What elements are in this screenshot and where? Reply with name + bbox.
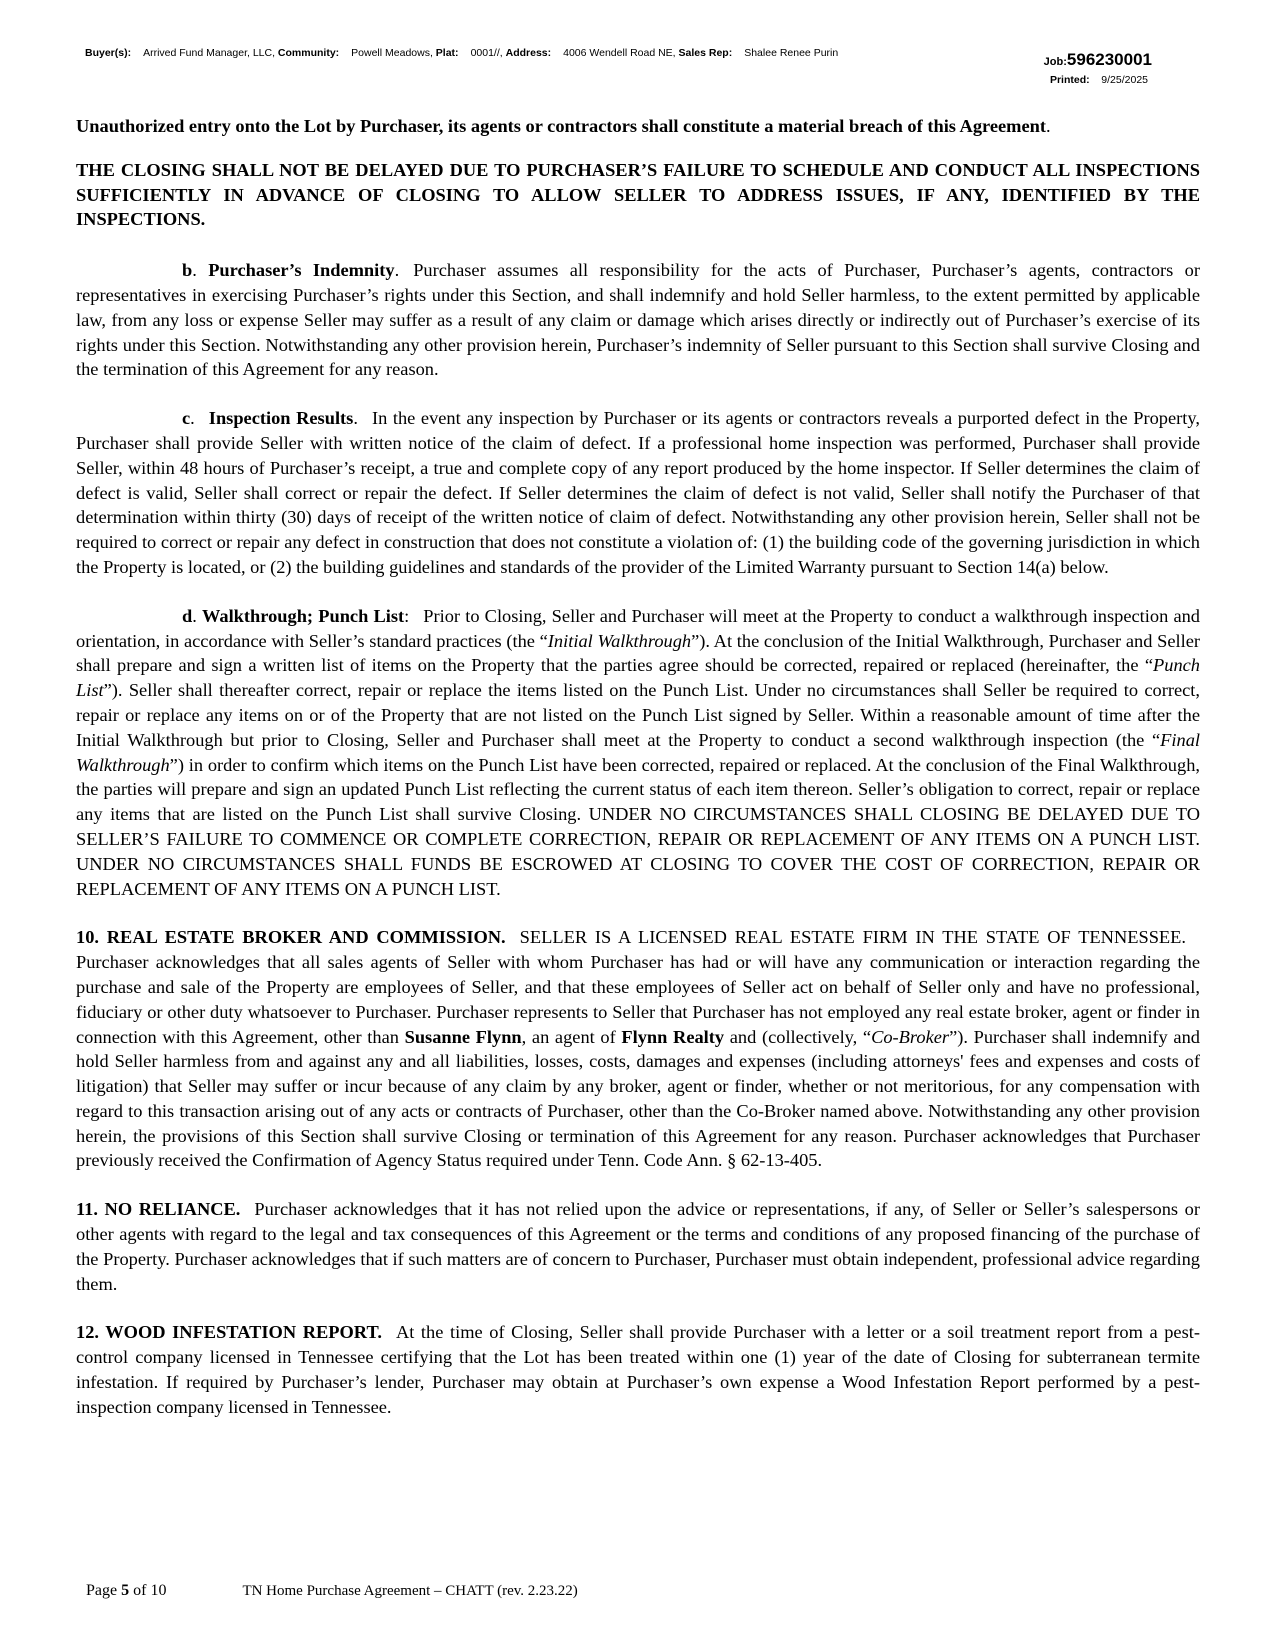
unauthorized-entry-period: . — [1046, 116, 1051, 136]
page-total: 10 — [150, 1582, 167, 1599]
section-c-letter: c — [182, 408, 191, 429]
buyer-label: Buyer(s): — [85, 47, 132, 59]
sales-rep-label: Sales Rep: — [678, 47, 733, 59]
section-10-broker-paragraph — [76, 925, 1200, 1173]
section-10-text-2: , an agent of — [521, 1026, 616, 1047]
purchaser-indemnity-paragraph — [76, 258, 1200, 382]
printed-label: Printed: — [1049, 74, 1090, 86]
section-d-text-1: Prior to Closing, Seller and Purchaser will meet at the Property to conduct a walkthrough inspection and orientation, in accordance with Seller’s standard practices (the “ — [76, 605, 1200, 651]
section-11-text: Purchaser acknowledges that it has not relied upon the advice or representations, if any, of Seller or Seller’s salespersons or other agents with regard to the legal and tax consequences of this Agreement or the terms and conditions of any proposed financing of the purchase of the Property. Purchaser acknowledges that if such matters are of concern to Purchaser, Purchaser must obtain independent, professional advice regarding them. — [76, 1199, 1200, 1294]
section-b-title: Purchaser’s Indemnity — [208, 260, 395, 281]
document-name: TN Home Purchase Agreement – CHATT (rev. 2.23.22) — [242, 1583, 578, 1599]
section-12-heading: 12. WOOD INFESTATION REPORT. — [76, 1322, 382, 1343]
section-d-title: Walkthrough; Punch List — [202, 605, 405, 626]
section-b-title-period: . — [394, 260, 400, 281]
unauthorized-entry-text: Unauthorized entry onto the Lot by Purchaser, its agents or contractors shall constitute a material breach of this Agreement — [76, 116, 1047, 136]
section-b-dot: . — [192, 260, 209, 281]
job-number-block — [1044, 50, 1152, 70]
section-c-title: Inspection Results — [208, 408, 354, 429]
section-10-text-1: Purchaser acknowledges that all sales agents of Seller with whom Purchaser has had or will have any communication or interaction regarding the purchase and sale of the Property are employees of Seller, and that these employees of Seller act on behalf of Seller only and have no professional, fiduciary or other duty whatsoever to Purchaser. Purchaser represents to Seller that Purchaser has not employed any real estate broker, agent or finder in connection with this Agreement, other than — [76, 952, 1200, 1047]
section-10-text-4: ”). Purchaser shall indemnify and hold Seller harmless from and against any and all liabilities, losses, costs, damages and expenses (including attorneys' fees and expenses and costs of litigation) that Seller may suffer or incur because of any claim by any broker, agent or finder, whether or not meritorious, for any compensation with regard to this transaction arising out of any acts or contracts of Purchaser, other than the Co-Broker named above. Notwithstanding any other provision herein, the provisions of this Section shall survive Closing or termination of this Agreement for any reason. Purchaser acknowledges that Purchaser previously received the Confirmation of Agency Status required under Tenn. Code Ann. § 62-13-405. — [76, 1026, 1200, 1171]
inspection-results-paragraph — [76, 406, 1200, 580]
section-10-heading: 10. REAL ESTATE BROKER AND COMMISSION. — [76, 927, 506, 948]
section-c-text: In the event any inspection by Purchaser or its agents or contractors reveals a purported defect in the Property, Purchaser shall provide Seller with written notice of the claim of defect. If a professional home inspection was performed, Purchaser shall provide Seller, within 48 hours of Purchaser’s receipt, a true and complete copy of any report produced by the home inspector. If Seller determines the claim of defect is valid, Seller shall correct or repair the defect. If Seller determines the claim of defect is not valid, Seller shall notify the Purchaser of that determination within thirty (30) days of receipt of the written notice of claim of defect. Notwithstanding any other provision herein, Seller shall not be required to correct or repair any defect in construction that does not constitute a violation of: (1) the building code of the governing jurisdiction in which the Property is located, or (2) the building guidelines and standards of the provider of the Limited Warranty pursuant to Section 14(a) below. — [76, 408, 1200, 577]
community-label: Community: — [277, 47, 340, 59]
co-broker-firm-name: Flynn Realty — [621, 1026, 725, 1047]
section-b-text: Purchaser assumes all responsibility for the acts of Purchaser, Purchaser’s agents, contractors or representatives in exercising Purchaser’s rights under this Section, and shall indemnify and hold Seller harmless, to the extent permitted by applicable law, from any loss or expense Seller may suffer as a result of any claim or damage which arises directly or indirectly out of Purchaser’s exercise of its rights under this Section. Notwithstanding any other provision herein, Purchaser’s indemnity of Seller pursuant to this Section shall survive Closing and the termination of this Agreement for any reason. — [76, 260, 1200, 380]
page-word: Page — [86, 1582, 118, 1599]
section-c-dot: . — [190, 408, 195, 429]
walkthrough-punch-list-paragraph — [76, 604, 1200, 902]
printed-date: 9/25/2025 — [1101, 74, 1148, 86]
section-d-text-3: ”). Seller shall thereafter correct, repair or replace the items listed on the Punch List. Under no circumstances shall Seller be required to correct, repair or replace any items on or of the Property that are not listed on the Punch List signed by Seller. Within a reasonable amount of time after the Initial Walkthrough but prior to Closing, Seller and Purchaser shall meet at the Property to conduct a second walkthrough inspection (the “ — [76, 680, 1200, 750]
document-body — [76, 114, 1200, 1444]
plat-label: Plat: — [435, 47, 459, 59]
sales-rep-value: Shalee Renee Purin — [744, 47, 839, 59]
of-word: of — [133, 1582, 147, 1599]
job-number: 596230001 — [1066, 50, 1152, 69]
closing-not-delayed-paragraph: THE CLOSING SHALL NOT BE DELAYED DUE TO PURCHASER’S FAILURE TO SCHEDULE AND CONDUCT ALL INSPECTIONS SUFFICIENTLY IN ADVANCE OF CLOSING TO ALLOW SELLER TO ADDRESS ISSUES, IF ANY, IDENTIFIED BY THE INSPECTIONS. — [76, 159, 1200, 230]
community-value: Powell Meadows, — [351, 47, 433, 59]
section-10-caps: SELLER IS A LICENSED REAL ESTATE FIRM IN THE STATE OF TENNESSEE. — [519, 927, 1186, 948]
section-d-letter: d — [182, 605, 193, 626]
section-10-text-3: and (collectively, “ — [729, 1026, 872, 1047]
printed-date-block — [1050, 74, 1148, 86]
job-label: Job: — [1043, 56, 1067, 68]
punch-list-term: Punch List — [76, 655, 1200, 701]
buyer-value: Arrived Fund Manager, LLC, — [143, 47, 275, 59]
page-number: 5 — [121, 1582, 130, 1599]
unauthorized-entry-paragraph — [76, 114, 1200, 139]
section-d-text-4: ”) in order to confirm which items on the Punch List have been corrected, repaired or replaced. At the conclusion of the Final Walkthrough, the parties will prepare and sign an updated Punch List reflecting the current status of each item thereon. Seller’s obligation to correct, repair or replace any items that are listed on the Punch List shall survive Closing. UNDER NO CIRCUMSTANCES SHALL CLOSING BE DELAYED DUE TO SELLER’S FAILURE TO COMMENCE OR COMPLETE CORRECTION, REPAIR OR REPLACEMENT OF ANY ITEMS ON A PUNCH LIST. UNDER NO CIRCUMSTANCES SHALL FUNDS BE ESCROWED AT CLOSING TO COVER THE COST OF CORRECTION, REPAIR OR REPLACEMENT OF ANY ITEMS ON A PUNCH LIST. — [76, 754, 1200, 899]
plat-value: 0001//, — [470, 47, 503, 59]
initial-walkthrough-term: Initial Walkthrough — [547, 630, 692, 651]
address-label: Address: — [505, 47, 552, 59]
section-12-text: At the time of Closing, Seller shall provide Purchaser with a letter or a soil treatment report from a pest-control company licensed in Tennessee certifying that the Lot has been treated within one (1) year of the date of Closing for subterranean termite infestation. If required by Purchaser’s lender, Purchaser may obtain at Purchaser’s own expense a Wood Infestation Report performed by a pest-inspection company licensed in Tennessee. — [76, 1322, 1200, 1417]
section-11-no-reliance-paragraph — [76, 1197, 1200, 1296]
section-c-title-period: . — [353, 408, 358, 429]
section-12-wood-infestation-paragraph — [76, 1320, 1200, 1419]
section-d-title-colon: : — [404, 605, 410, 626]
section-d-text-2: ”). At the conclusion of the Initial Walkthrough, Purchaser and Seller shall prepare and sign a written list of items on the Property that the parties agree should be corrected, repaired or replaced (hereinafter, the “ — [76, 630, 1200, 676]
section-d-dot: . — [192, 605, 202, 626]
section-b-letter: b — [182, 260, 193, 281]
final-walkthrough-term: Final Walkthrough — [76, 729, 1200, 775]
co-broker-term: Co-Broker — [871, 1026, 950, 1047]
header-info-line — [85, 47, 838, 59]
page-footer — [86, 1582, 578, 1600]
section-11-heading: 11. NO RELIANCE. — [76, 1199, 241, 1220]
co-broker-agent-name: Susanne Flynn — [404, 1026, 522, 1047]
address-value: 4006 Wendell Road NE, — [563, 47, 676, 59]
